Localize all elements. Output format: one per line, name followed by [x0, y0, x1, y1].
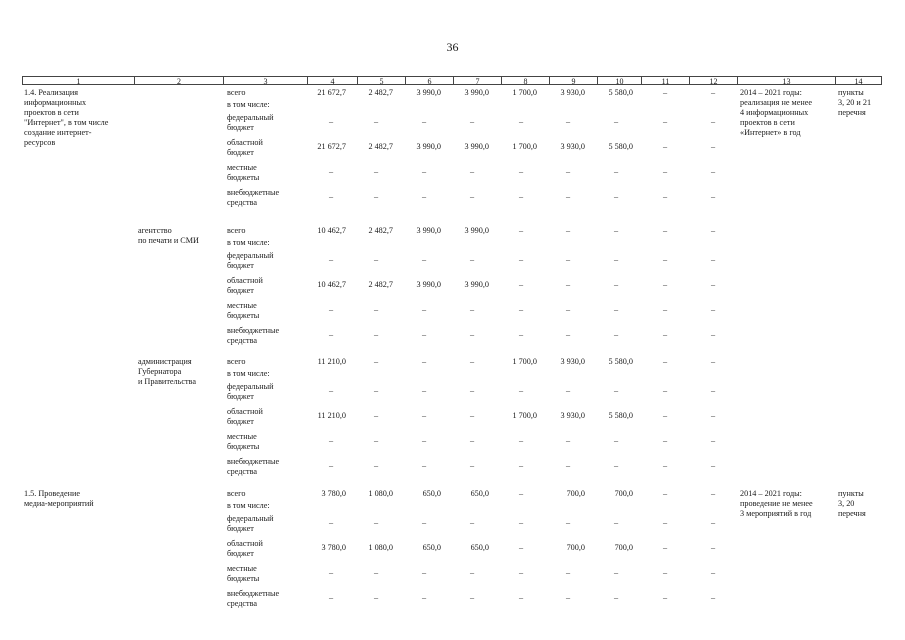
cell-value: 3 990,0 — [464, 226, 489, 235]
funding-source-label: федеральный бюджет — [227, 382, 274, 401]
cell-dash: – — [710, 461, 716, 470]
cell-dash: – — [518, 461, 524, 470]
cell-value: 11 210,0 — [317, 357, 346, 366]
cell-dash: – — [710, 142, 716, 151]
cell-dash: – — [710, 88, 716, 97]
cell-value: 5 580,0 — [608, 142, 633, 151]
expected-result: 2014 – 2021 годы: проведение не менее 3 мероприятий в год — [740, 489, 813, 518]
cell-dash: – — [373, 117, 379, 126]
column-header-11: 11 — [642, 76, 690, 85]
cell-dash: – — [662, 280, 668, 289]
cell-dash: – — [373, 357, 379, 366]
cell-dash: – — [565, 226, 571, 235]
cell-dash: – — [518, 568, 524, 577]
cell-dash: – — [518, 543, 524, 552]
funding-source-label: в том числе: — [227, 369, 270, 378]
cell-dash: – — [565, 593, 571, 602]
cell-dash: – — [421, 330, 427, 339]
cell-dash: – — [373, 436, 379, 445]
column-header-3: 3 — [224, 76, 308, 85]
cell-dash: – — [373, 593, 379, 602]
funding-source-label: федеральный бюджет — [227, 514, 274, 533]
funding-source-label: федеральный бюджет — [227, 113, 274, 132]
cell-dash: – — [328, 436, 334, 445]
cell-dash: – — [518, 117, 524, 126]
cell-dash: – — [565, 167, 571, 176]
funding-source-label: областной бюджет — [227, 276, 263, 295]
cell-dash: – — [613, 117, 619, 126]
cell-dash: – — [469, 117, 475, 126]
cell-value: 3 990,0 — [416, 88, 441, 97]
cell-dash: – — [469, 461, 475, 470]
cell-dash: – — [662, 518, 668, 527]
cell-dash: – — [518, 167, 524, 176]
cell-dash: – — [518, 436, 524, 445]
executor-name: агентство по печати и СМИ — [138, 226, 199, 245]
cell-value: 650,0 — [470, 489, 489, 498]
event-name: 1.4. Реализация информационных проектов в сети "Интернет", в том числе создание интернет- ресурсов — [24, 88, 109, 147]
cell-value: 2 482,7 — [368, 88, 393, 97]
cell-value: 3 780,0 — [321, 489, 346, 498]
cell-dash: – — [710, 357, 716, 366]
reference-items: пункты 3, 20 перечня — [838, 489, 866, 518]
cell-dash: – — [662, 192, 668, 201]
funding-source-label: федеральный бюджет — [227, 251, 274, 270]
cell-dash: – — [373, 330, 379, 339]
cell-value: 700,0 — [566, 489, 585, 498]
cell-dash: – — [710, 543, 716, 552]
cell-dash: – — [328, 167, 334, 176]
funding-source-label: внебюджетные средства — [227, 457, 280, 476]
cell-value: 5 580,0 — [608, 357, 633, 366]
cell-dash: – — [662, 142, 668, 151]
executor-name: администрация Губернатора и Правительства — [138, 357, 196, 386]
cell-dash: – — [518, 593, 524, 602]
column-header-1: 1 — [22, 76, 135, 85]
cell-dash: – — [662, 357, 668, 366]
cell-dash: – — [710, 330, 716, 339]
funding-source-label: внебюджетные средства — [227, 326, 280, 345]
cell-dash: – — [469, 568, 475, 577]
cell-value: 1 700,0 — [512, 142, 537, 151]
cell-dash: – — [710, 305, 716, 314]
cell-dash: – — [373, 461, 379, 470]
column-header-7: 7 — [454, 76, 502, 85]
cell-dash: – — [469, 305, 475, 314]
cell-dash: – — [373, 305, 379, 314]
cell-dash: – — [469, 386, 475, 395]
cell-value: 3 990,0 — [416, 280, 441, 289]
cell-value: 650,0 — [422, 489, 441, 498]
funding-source-label: в том числе: — [227, 100, 270, 109]
cell-dash: – — [421, 117, 427, 126]
cell-value: 3 990,0 — [464, 88, 489, 97]
column-header-12: 12 — [690, 76, 738, 85]
column-header-5: 5 — [358, 76, 406, 85]
column-header-9: 9 — [550, 76, 598, 85]
cell-dash: – — [328, 461, 334, 470]
cell-value: 3 990,0 — [416, 226, 441, 235]
cell-value: 3 990,0 — [464, 142, 489, 151]
cell-dash: – — [469, 255, 475, 264]
cell-dash: – — [710, 489, 716, 498]
cell-dash: – — [565, 568, 571, 577]
funding-source-label: областной бюджет — [227, 138, 263, 157]
cell-dash: – — [421, 568, 427, 577]
cell-dash: – — [565, 255, 571, 264]
cell-dash: – — [328, 386, 334, 395]
cell-value: 2 482,7 — [368, 142, 393, 151]
cell-value: 3 930,0 — [560, 88, 585, 97]
expected-result: 2014 – 2021 годы: реализация не менее 4 информационных проектов в сети «Интернет» в год — [740, 88, 812, 137]
cell-dash: – — [710, 386, 716, 395]
cell-dash: – — [613, 305, 619, 314]
cell-dash: – — [421, 305, 427, 314]
cell-dash: – — [518, 386, 524, 395]
cell-dash: – — [328, 117, 334, 126]
cell-dash: – — [373, 255, 379, 264]
cell-value: 3 930,0 — [560, 357, 585, 366]
cell-dash: – — [662, 226, 668, 235]
cell-dash: – — [421, 255, 427, 264]
cell-dash: – — [469, 436, 475, 445]
column-header-6: 6 — [406, 76, 454, 85]
cell-value: 10 462,7 — [317, 226, 346, 235]
cell-dash: – — [328, 305, 334, 314]
cell-dash: – — [613, 280, 619, 289]
cell-value: 1 700,0 — [512, 357, 537, 366]
cell-dash: – — [518, 305, 524, 314]
cell-dash: – — [565, 305, 571, 314]
funding-source-label: областной бюджет — [227, 539, 263, 558]
cell-dash: – — [710, 411, 716, 420]
cell-dash: – — [421, 386, 427, 395]
column-number-header — [22, 76, 882, 86]
cell-dash: – — [518, 226, 524, 235]
cell-dash: – — [710, 226, 716, 235]
cell-dash: – — [469, 593, 475, 602]
cell-dash: – — [518, 330, 524, 339]
cell-value: 21 672,7 — [317, 88, 346, 97]
funding-source-label: всего — [227, 357, 246, 366]
cell-dash: – — [469, 518, 475, 527]
cell-value: 21 672,7 — [317, 142, 346, 151]
cell-dash: – — [710, 192, 716, 201]
event-name: 1.5. Проведение медиа-мероприятий — [24, 489, 94, 508]
cell-dash: – — [373, 192, 379, 201]
column-header-4: 4 — [308, 76, 358, 85]
cell-dash: – — [518, 280, 524, 289]
cell-dash: – — [373, 518, 379, 527]
cell-dash: – — [565, 436, 571, 445]
cell-dash: – — [421, 593, 427, 602]
cell-dash: – — [565, 518, 571, 527]
funding-source-label: местные бюджеты — [227, 163, 260, 182]
cell-dash: – — [710, 255, 716, 264]
cell-dash: – — [328, 330, 334, 339]
cell-dash: – — [613, 226, 619, 235]
cell-dash: – — [421, 518, 427, 527]
funding-source-label: в том числе: — [227, 501, 270, 510]
cell-dash: – — [662, 489, 668, 498]
cell-value: 2 482,7 — [368, 226, 393, 235]
cell-dash: – — [373, 411, 379, 420]
cell-dash: – — [565, 117, 571, 126]
cell-value: 3 990,0 — [464, 280, 489, 289]
funding-source-label: в том числе: — [227, 238, 270, 247]
cell-dash: – — [565, 192, 571, 201]
cell-value: 3 780,0 — [321, 543, 346, 552]
cell-dash: – — [421, 192, 427, 201]
cell-dash: – — [328, 255, 334, 264]
cell-dash: – — [710, 436, 716, 445]
cell-dash: – — [518, 255, 524, 264]
cell-dash: – — [710, 593, 716, 602]
cell-dash: – — [710, 518, 716, 527]
cell-dash: – — [613, 167, 619, 176]
cell-dash: – — [328, 192, 334, 201]
cell-dash: – — [613, 386, 619, 395]
funding-source-label: внебюджетные средства — [227, 188, 280, 207]
cell-dash: – — [328, 568, 334, 577]
cell-dash: – — [469, 330, 475, 339]
column-header-8: 8 — [502, 76, 550, 85]
cell-dash: – — [662, 167, 668, 176]
cell-dash: – — [518, 489, 524, 498]
funding-source-label: местные бюджеты — [227, 432, 260, 451]
cell-dash: – — [662, 88, 668, 97]
cell-value: 10 462,7 — [317, 280, 346, 289]
cell-dash: – — [421, 461, 427, 470]
cell-dash: – — [662, 411, 668, 420]
cell-dash: – — [373, 568, 379, 577]
cell-value: 1 080,0 — [368, 489, 393, 498]
reference-items: пункты 3, 20 и 21 перечня — [838, 88, 872, 117]
cell-value: 2 482,7 — [368, 280, 393, 289]
cell-value: 1 700,0 — [512, 88, 537, 97]
cell-dash: – — [662, 117, 668, 126]
funding-source-label: всего — [227, 489, 246, 498]
cell-dash: – — [613, 255, 619, 264]
cell-dash: – — [662, 461, 668, 470]
cell-dash: – — [469, 192, 475, 201]
cell-dash: – — [421, 436, 427, 445]
cell-dash: – — [613, 518, 619, 527]
cell-dash: – — [421, 357, 427, 366]
column-header-14: 14 — [836, 76, 882, 85]
cell-dash: – — [662, 330, 668, 339]
cell-dash: – — [613, 330, 619, 339]
cell-dash: – — [662, 436, 668, 445]
cell-dash: – — [662, 543, 668, 552]
cell-value: 5 580,0 — [608, 411, 633, 420]
funding-source-label: областной бюджет — [227, 407, 263, 426]
cell-dash: – — [710, 167, 716, 176]
cell-dash: – — [613, 593, 619, 602]
cell-value: 11 210,0 — [317, 411, 346, 420]
cell-dash: – — [710, 568, 716, 577]
cell-dash: – — [469, 167, 475, 176]
cell-dash: – — [710, 117, 716, 126]
cell-dash: – — [421, 167, 427, 176]
cell-value: 5 580,0 — [608, 88, 633, 97]
funding-source-label: всего — [227, 88, 246, 97]
cell-dash: – — [565, 386, 571, 395]
cell-value: 3 990,0 — [416, 142, 441, 151]
cell-dash: – — [421, 411, 427, 420]
funding-source-label: местные бюджеты — [227, 564, 260, 583]
cell-dash: – — [613, 461, 619, 470]
cell-value: 700,0 — [614, 543, 633, 552]
cell-value: 650,0 — [422, 543, 441, 552]
cell-dash: – — [662, 386, 668, 395]
funding-source-label: всего — [227, 226, 246, 235]
cell-dash: – — [662, 593, 668, 602]
cell-value: 3 930,0 — [560, 411, 585, 420]
cell-dash: – — [613, 568, 619, 577]
cell-dash: – — [469, 411, 475, 420]
funding-source-label: внебюджетные средства — [227, 589, 280, 608]
column-header-13: 13 — [738, 76, 836, 85]
column-header-2: 2 — [135, 76, 224, 85]
cell-value: 700,0 — [614, 489, 633, 498]
page-number: 36 — [446, 40, 459, 54]
cell-value: 3 930,0 — [560, 142, 585, 151]
cell-dash: – — [373, 386, 379, 395]
cell-dash: – — [613, 436, 619, 445]
cell-dash: – — [710, 280, 716, 289]
cell-dash: – — [373, 167, 379, 176]
cell-dash: – — [518, 518, 524, 527]
cell-dash: – — [662, 305, 668, 314]
cell-value: 700,0 — [566, 543, 585, 552]
cell-dash: – — [328, 593, 334, 602]
cell-dash: – — [469, 357, 475, 366]
funding-source-label: местные бюджеты — [227, 301, 260, 320]
cell-dash: – — [662, 568, 668, 577]
cell-dash: – — [565, 461, 571, 470]
column-header-10: 10 — [598, 76, 642, 85]
cell-value: 650,0 — [470, 543, 489, 552]
cell-dash: – — [565, 280, 571, 289]
cell-dash: – — [565, 330, 571, 339]
cell-dash: – — [328, 518, 334, 527]
cell-dash: – — [518, 192, 524, 201]
cell-dash: – — [613, 192, 619, 201]
cell-value: 1 700,0 — [512, 411, 537, 420]
cell-dash: – — [662, 255, 668, 264]
cell-value: 1 080,0 — [368, 543, 393, 552]
